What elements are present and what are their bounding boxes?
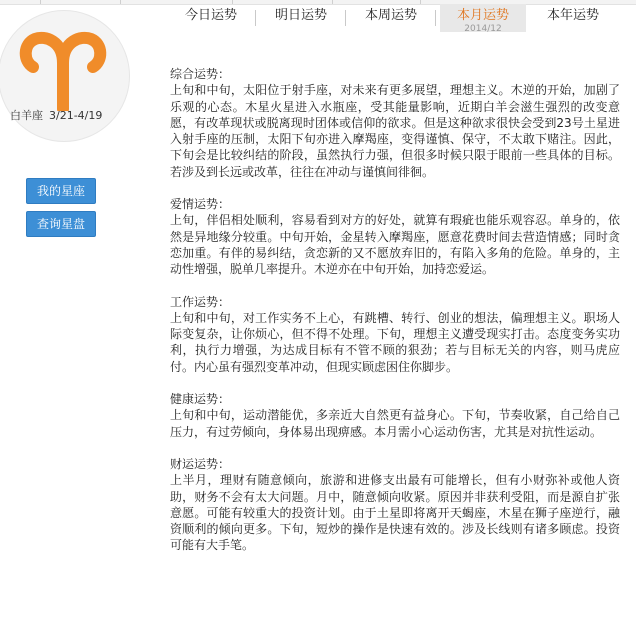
section-health — [170, 391, 620, 440]
sign-label — [10, 107, 102, 123]
fortune-content — [170, 66, 620, 570]
aries-symbol-icon — [15, 29, 111, 111]
strip-divider — [40, 0, 41, 4]
section-work — [170, 294, 620, 375]
section-wealth — [170, 456, 620, 554]
tab-separator — [435, 10, 436, 26]
section-body: 上旬和中旬，太阳位于射手座，对未来有更多展望，理想主义。木逆的开始，加剧了乐观的心态。木星火星进入水瓶座，受其能量影响，近期白羊会滋生强烈的改变意愿，有改革现状或脱离现时团体或信仰的欲求。但是这种欲求很快会受到23号土星进入射手座的压制，太阳下旬亦进入摩羯座，变得谨慎、保守，不太敢下赌注。因此，下旬会是比较纠结的阶段，虽然执行力强，但很多时候只限于眼前一些具体的目标。若涉及到长远或改革，往往在冲动与谨慎间徘徊。 — [170, 83, 620, 179]
tab-label: 本年运势 — [546, 8, 599, 23]
tab-year[interactable] — [530, 4, 616, 32]
sign-name: 白羊座 — [10, 109, 43, 122]
tab-label: 本周运势 — [364, 8, 417, 23]
tab-month[interactable] — [440, 4, 526, 32]
section-love — [170, 196, 620, 277]
tab-tomorrow[interactable] — [258, 4, 344, 32]
sign-date-range: 3/21-4/19 — [49, 109, 103, 122]
tab-label: 本月运势 — [456, 8, 509, 23]
section-body: 上旬和中旬，运动潜能优，多亲近大自然更有益身心。下旬，节奏收紧，自己给自己压力，有过劳倾向，身体易出现痹感。本月需小心运动伤害，尤其是对抗性运动。 — [170, 408, 620, 439]
tab-label: 明日运势 — [274, 8, 327, 23]
tab-separator — [345, 10, 346, 26]
section-title: 健康运势： — [170, 392, 231, 407]
tab-week[interactable] — [348, 4, 434, 32]
query-chart-button[interactable]: 查询星盘 — [26, 211, 96, 237]
section-body: 上半月，理财有随意倾向，旅游和进修支出最有可能增长，但有小财弥补或他人资助，财务不会有太大问题。月中，随意倾向收紧。原因并非获利受阻，而是源自扩张意愿。可能有较重大的投资计划。由于土星即将离开天蝎座，木星在狮子座逆行，融资顺利的倾向更多。下旬，短炒的操作是快速有效的。涉及长线则有诸多顾虑。投资可能有大手笔。 — [170, 473, 620, 553]
tab-date: 2014/12 — [464, 24, 502, 34]
section-title: 综合运势： — [170, 67, 231, 81]
section-body: 上旬，伴侣相处顺利，容易看到对方的好处，就算有瑕疵也能乐观容忍。单身的，依然是异地缘分较重。中旬开始，金星转入摩羯座，愿意花费时间去营造情感；同时贪恋加重。有伴的易纠结，贪恋新的又不愿放弃旧的，有陷入多角的危险。单身的，主动性增强，脱单几率提升。木逆亦在中旬开始，加持恋爱运。 — [170, 213, 620, 277]
tab-today[interactable] — [168, 4, 254, 32]
section-title: 爱情运势： — [170, 197, 231, 212]
section-overall — [170, 66, 620, 180]
strip-divider — [120, 0, 121, 4]
tab-label: 今日运势 — [184, 8, 237, 23]
my-sign-button[interactable]: 我的星座 — [26, 178, 96, 204]
fortune-tabs — [168, 0, 636, 40]
section-body: 上旬和中旬，对工作实务不上心，有跳槽、转行、创业的想法，偏理想主义。职场人际变复杂，让你烦心，但不得不处理。下旬，理想主义遭受现实打击。态度变务实功利，执行力增强，为达成目标有不管不顾的狠劲；若与目标无关的内容，则马虎应付。内心虽有强烈变革冲动，但现实顾虑困住你脚步。 — [170, 310, 620, 374]
tab-separator — [255, 10, 256, 26]
section-title: 工作运势： — [170, 294, 231, 309]
section-title: 财运运势： — [170, 456, 231, 471]
